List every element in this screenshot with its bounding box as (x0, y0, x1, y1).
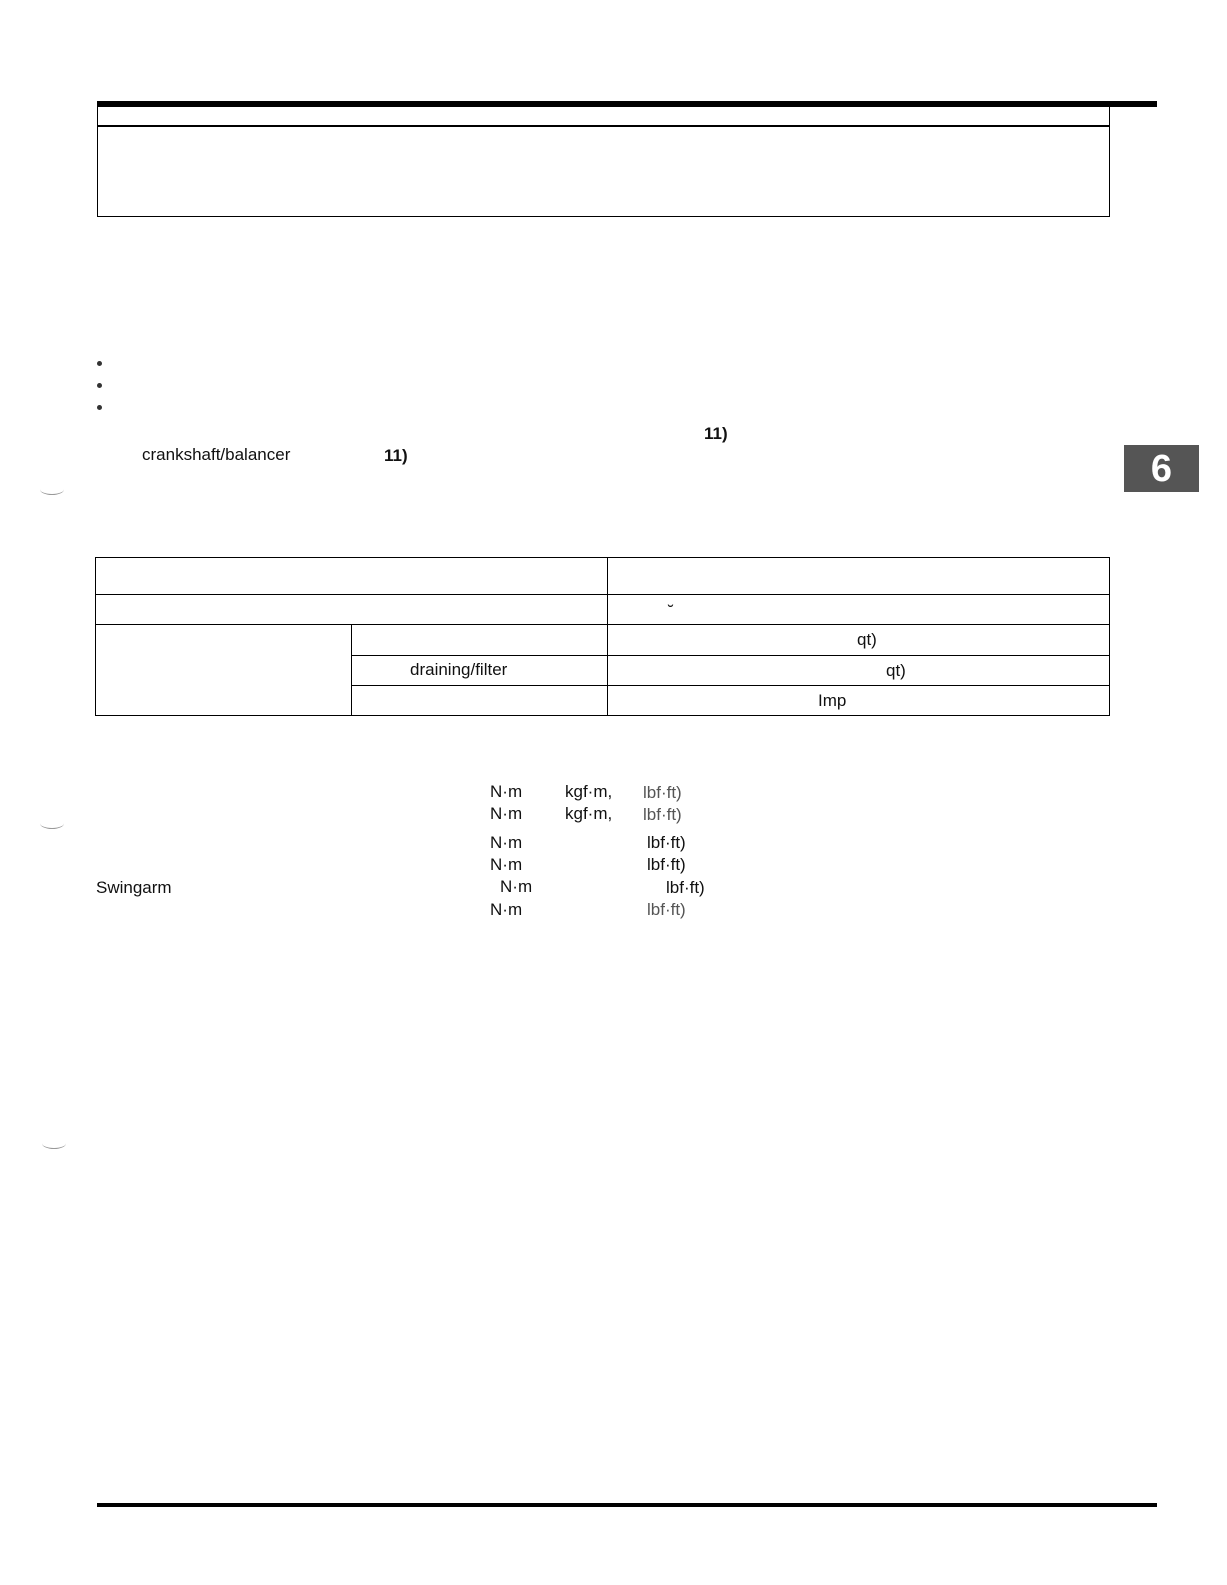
table-cell (607, 594, 1110, 625)
section-tab: 6 (1124, 445, 1199, 492)
torque-nm: N·m (490, 833, 523, 852)
binder-mark (42, 1138, 66, 1149)
torque-lbf: lbf·ft) (647, 900, 686, 919)
torque-lbf: lbf·ft) (643, 805, 682, 824)
torque-nm: N·m (490, 804, 523, 823)
table-cell (351, 624, 608, 656)
breve-mark: ˘ (668, 602, 674, 621)
torque-lbf: lbf·ft) (643, 783, 682, 802)
table-cell (351, 685, 608, 716)
torque-nm: N·m (490, 855, 523, 874)
bottom-rule (97, 1503, 1157, 1507)
table-value: qt) (857, 630, 877, 649)
table-cell (607, 655, 1110, 686)
torque-label: Swingarm (96, 878, 172, 897)
bullet-icon (97, 361, 102, 366)
torque-nm: N·m (490, 900, 523, 919)
bullet-text: crankshaft/balancer (142, 445, 291, 464)
torque-kgf: kgf·m, (565, 782, 613, 801)
torque-lbf: lbf·ft) (647, 855, 686, 874)
bullet-ref: 11) (704, 424, 728, 443)
header-divider (97, 125, 1110, 127)
torque-kgf: kgf·m, (565, 804, 613, 823)
binder-mark (40, 484, 64, 495)
binder-mark (40, 818, 64, 829)
bullet-icon (97, 383, 102, 388)
torque-lbf: lbf·ft) (666, 878, 705, 897)
bullet-ref: 11) (384, 446, 408, 465)
table-value: qt) (886, 661, 906, 680)
table-label: draining/filter (410, 660, 508, 679)
table-cell (607, 557, 1110, 595)
table-cell (607, 685, 1110, 716)
header-box (97, 106, 1110, 217)
table-cell (95, 557, 608, 595)
torque-nm: N·m (490, 782, 523, 801)
torque-lbf: lbf·ft) (647, 833, 686, 852)
table-cell (95, 594, 608, 625)
bullet-icon (97, 405, 102, 410)
table-cell (95, 624, 352, 716)
table-value: Imp (818, 691, 847, 710)
torque-nm: N·m (500, 877, 533, 896)
